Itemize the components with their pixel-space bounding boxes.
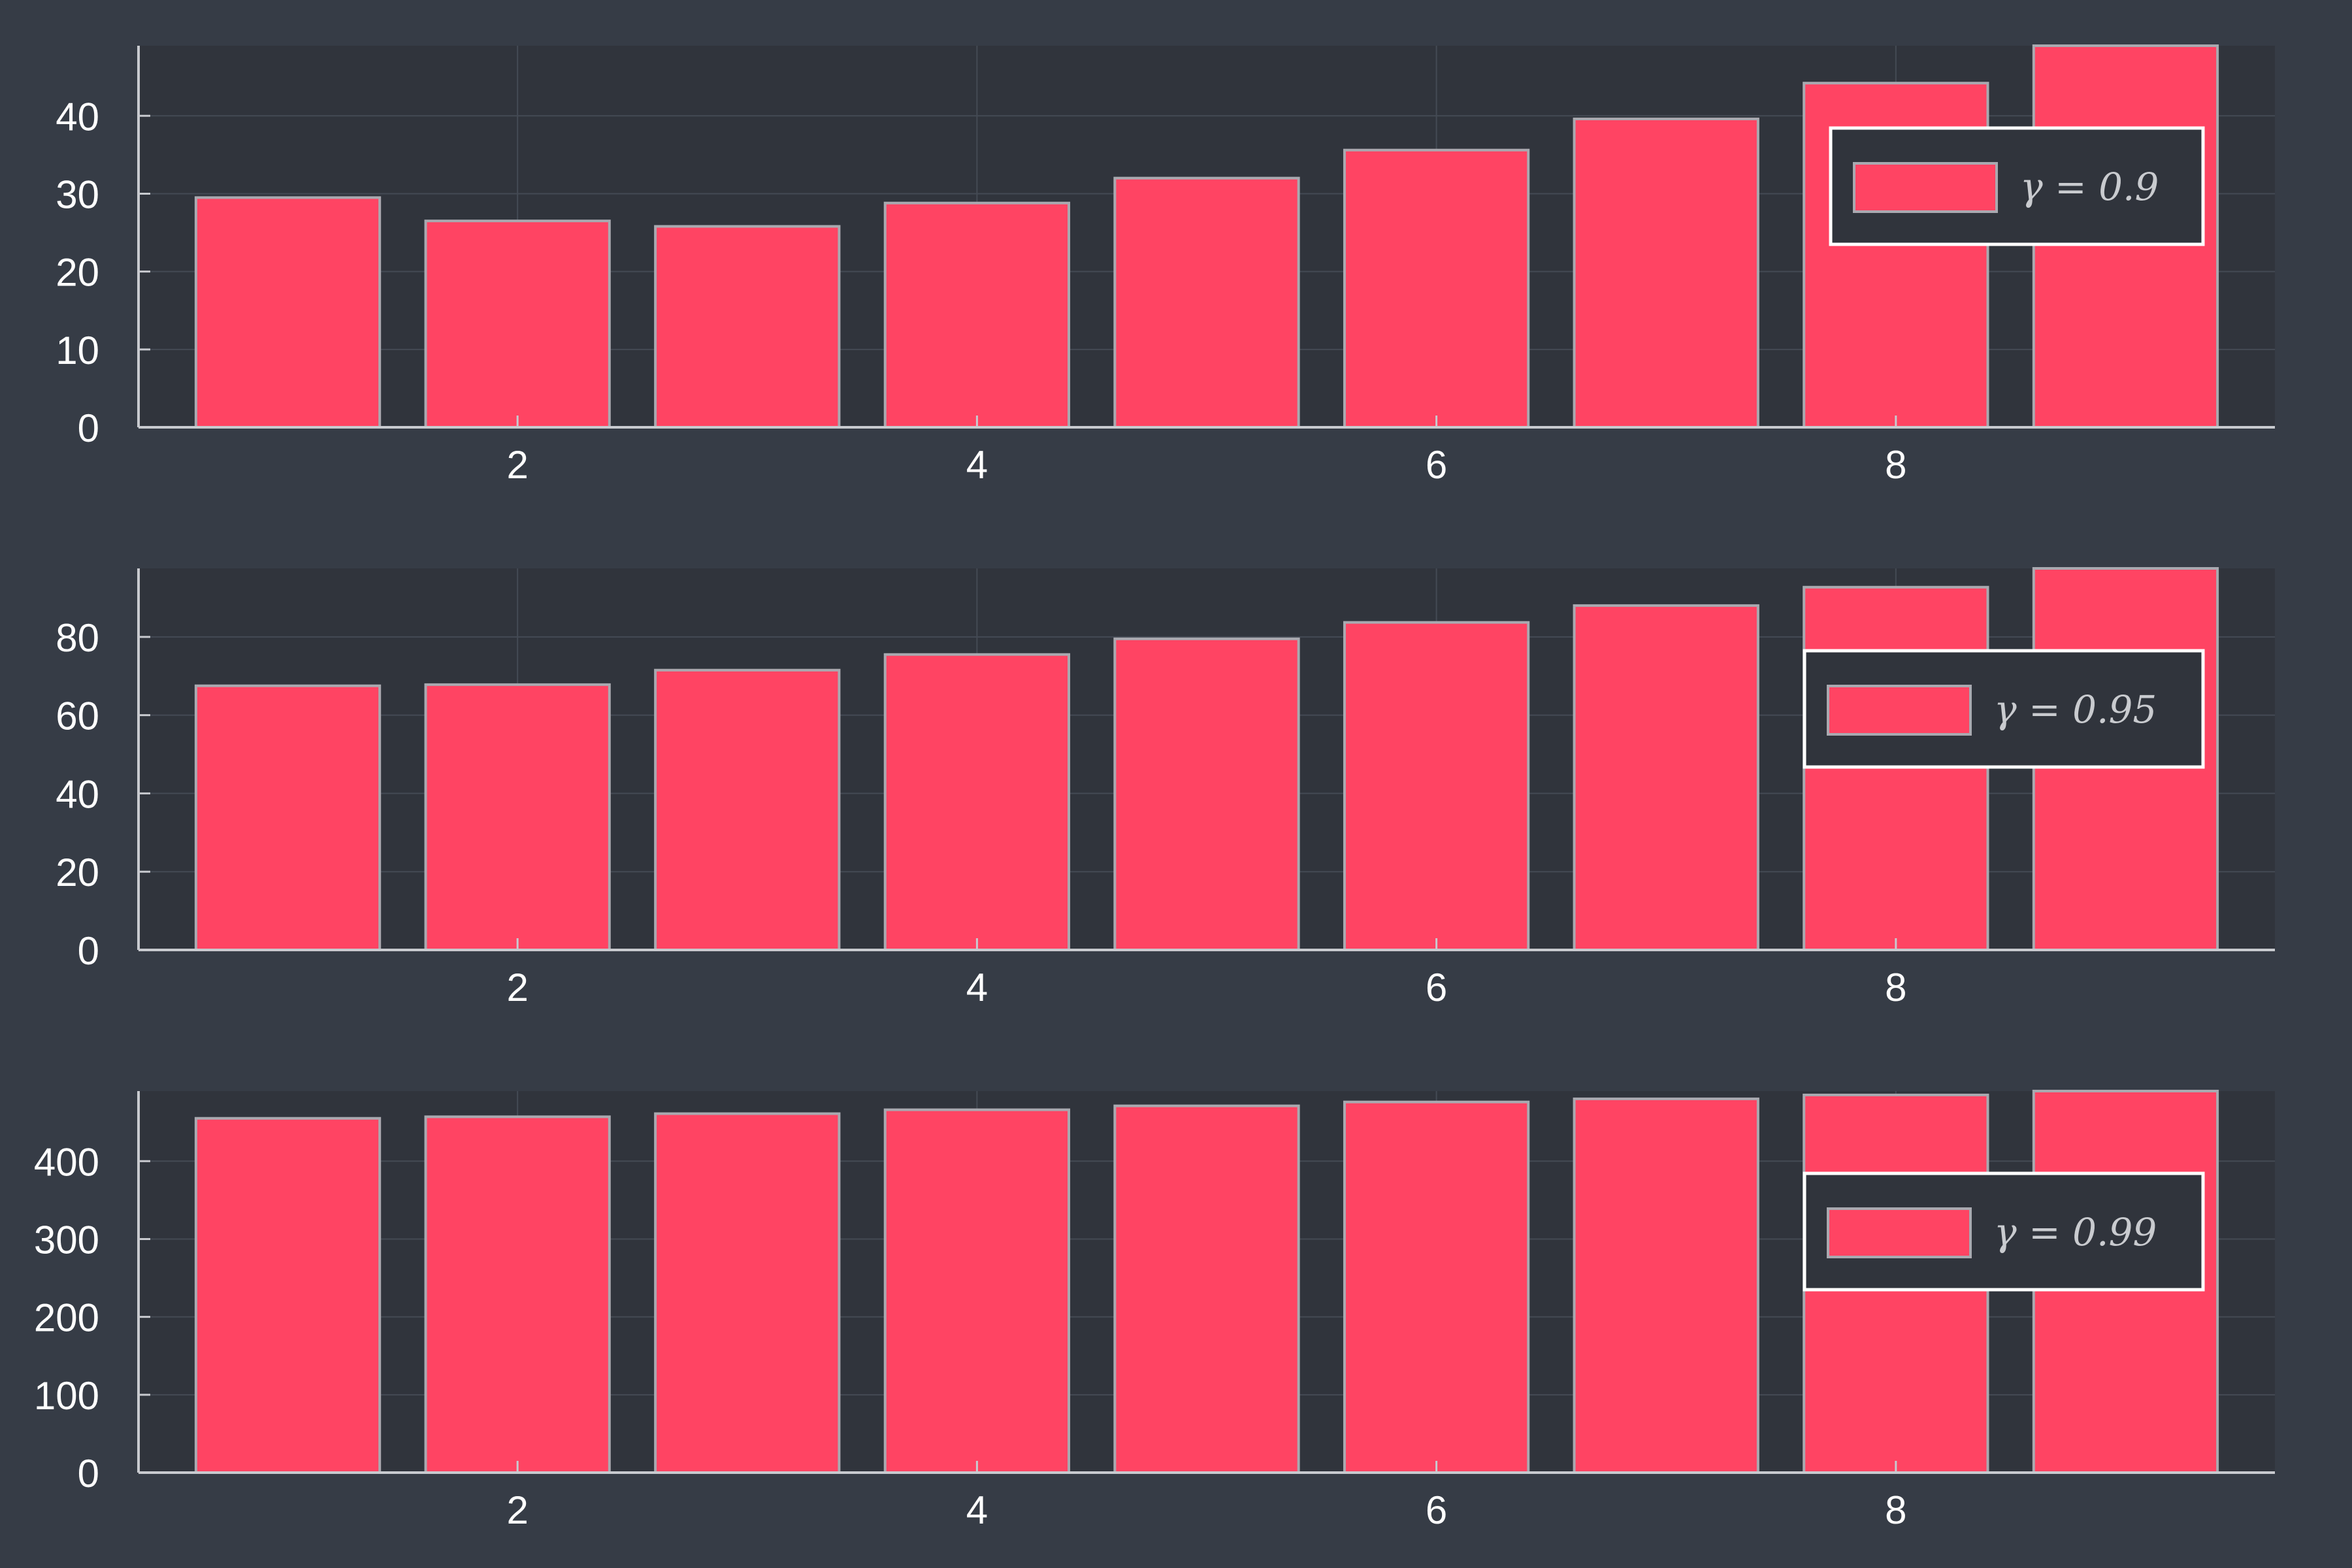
subplot-grid — [34, 46, 2275, 1532]
legend-label: γ = 0.95 — [1994, 687, 2157, 732]
legend — [1831, 128, 2203, 244]
bar — [426, 1117, 610, 1473]
bar — [1115, 178, 1298, 427]
bar — [1115, 1106, 1298, 1473]
legend — [1805, 651, 2203, 767]
x-tick-label: 6 — [1425, 966, 1448, 1009]
legend-swatch — [1828, 686, 1970, 734]
bar — [1575, 606, 1758, 950]
x-tick-label: 2 — [506, 443, 529, 487]
y-tick-label: 200 — [33, 1296, 99, 1340]
subplot-1 — [56, 46, 2275, 487]
y-tick-label: 20 — [56, 851, 99, 895]
y-tick-label: 0 — [77, 929, 99, 973]
bar — [426, 221, 610, 427]
x-tick-label: 4 — [966, 966, 988, 1009]
y-tick-label: 0 — [77, 1452, 99, 1495]
bar — [1575, 119, 1758, 427]
x-tick-label: 4 — [966, 443, 988, 487]
y-tick-label: 30 — [56, 172, 99, 217]
subplot-2 — [56, 568, 2275, 1009]
x-tick-label: 8 — [1885, 1488, 1907, 1532]
bar — [426, 685, 610, 950]
x-tick-label: 4 — [966, 1488, 988, 1532]
y-tick-label: 40 — [56, 772, 99, 817]
bar — [655, 227, 839, 427]
bar — [885, 655, 1069, 950]
bar — [1345, 1102, 1528, 1473]
y-tick-label: 100 — [33, 1373, 99, 1418]
y-tick-label: 10 — [56, 328, 99, 372]
bar — [1345, 150, 1528, 427]
legend-swatch — [1854, 163, 1997, 212]
bar — [196, 197, 380, 427]
x-tick-label: 6 — [1425, 443, 1448, 487]
legend-label: γ = 0.99 — [1994, 1210, 2157, 1254]
legend-swatch — [1828, 1209, 1970, 1257]
bar — [655, 670, 839, 950]
x-tick-label: 8 — [1885, 966, 1907, 1009]
bar — [196, 1119, 380, 1473]
bar — [1345, 623, 1528, 950]
bar — [1575, 1099, 1758, 1473]
y-tick-label: 20 — [56, 250, 99, 295]
legend — [1805, 1173, 2203, 1290]
bar — [1115, 639, 1298, 950]
subplot-3 — [34, 1091, 2275, 1532]
y-tick-label: 400 — [33, 1140, 99, 1184]
y-tick-label: 40 — [56, 95, 99, 139]
legend-label: γ = 0.9 — [2020, 165, 2159, 209]
x-tick-label: 8 — [1885, 443, 1907, 487]
x-tick-label: 2 — [506, 966, 529, 1009]
bar — [885, 1110, 1069, 1473]
bar — [196, 686, 380, 950]
y-tick-label: 0 — [77, 406, 99, 450]
y-tick-label: 80 — [56, 615, 99, 660]
x-tick-label: 2 — [506, 1488, 529, 1532]
y-tick-label: 300 — [33, 1218, 99, 1262]
bar — [885, 203, 1069, 427]
bar — [655, 1114, 839, 1473]
y-tick-label: 60 — [56, 694, 99, 738]
x-tick-label: 6 — [1425, 1488, 1448, 1532]
